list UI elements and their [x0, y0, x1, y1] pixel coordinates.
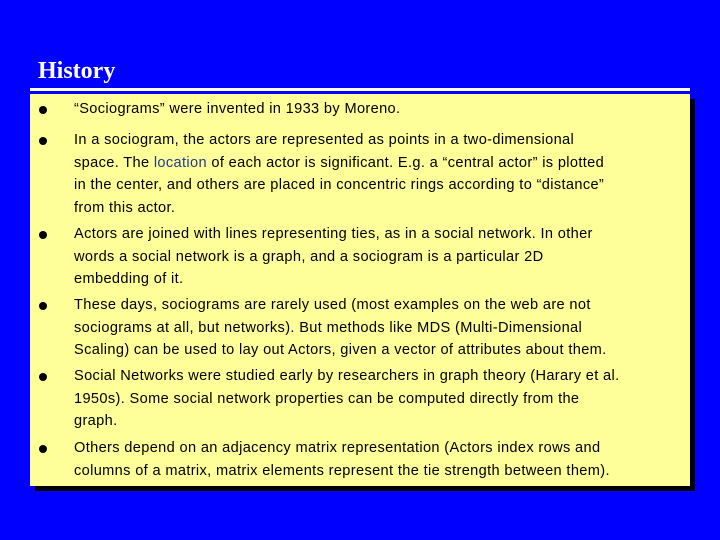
bullet-dot [39, 373, 47, 381]
bullet-line: from this actor. [74, 199, 176, 216]
bullet-line: in the center, and others are placed in concentric rings according to “distance” [74, 177, 605, 193]
bullet-text [74, 129, 680, 219]
bullet-text [74, 437, 680, 482]
bullet-line: Actors are joined with lines representing ties, as in a social network. In other [74, 226, 593, 242]
bullet-line: 1950s). Some social network properties can be computed directly from the [74, 390, 580, 407]
bullet-text [74, 98, 680, 121]
bullet-line-segment: space. The [74, 154, 154, 171]
bullet-line: Others depend on an adjacency matrix representation (Actors index rows and [74, 440, 601, 456]
bullet-line: columns of a matrix, matrix elements represent the tie strength between them). [74, 462, 610, 479]
bullet-line: In a sociogram, the actors are represented as points in a two-dimensional [74, 132, 575, 148]
bullet-dot [39, 106, 47, 114]
bullet-dot [39, 302, 47, 310]
bullet-line: words a social network is a graph, and a sociogram is a particular 2D [74, 248, 544, 265]
bullet-line [74, 152, 680, 175]
bullet-dot [39, 137, 47, 145]
content-panel [30, 94, 690, 486]
bullet-line: sociograms at all, but networks). But methods like MDS (Multi-Dimensional [74, 319, 583, 336]
bullet-line: embedding of it. [74, 271, 184, 287]
bullet-line: “Sociograms” were invented in 1933 by Moreno. [74, 101, 401, 117]
bullet-line: Scaling) can be used to lay out Actors, given a vector of attributes about them. [74, 342, 607, 358]
bullet-text [74, 294, 680, 362]
bullet-dot [39, 231, 47, 239]
title-underline [30, 88, 690, 91]
bullet-line: Social Networks were studied early by researchers in graph theory (Harary et al. [74, 368, 620, 384]
bullet-text [74, 223, 680, 291]
location-link[interactable]: location [153, 154, 207, 171]
bullet-line-segment: of each actor is significant. E.g. a “central actor” is plotted [206, 154, 605, 171]
bullet-dot [39, 445, 47, 453]
bullet-line: These days, sociograms are rarely used (most examples on the web are not [74, 297, 591, 313]
bullet-text [74, 365, 680, 433]
slide-title: History [38, 58, 116, 84]
bullet-line: graph. [74, 413, 118, 429]
